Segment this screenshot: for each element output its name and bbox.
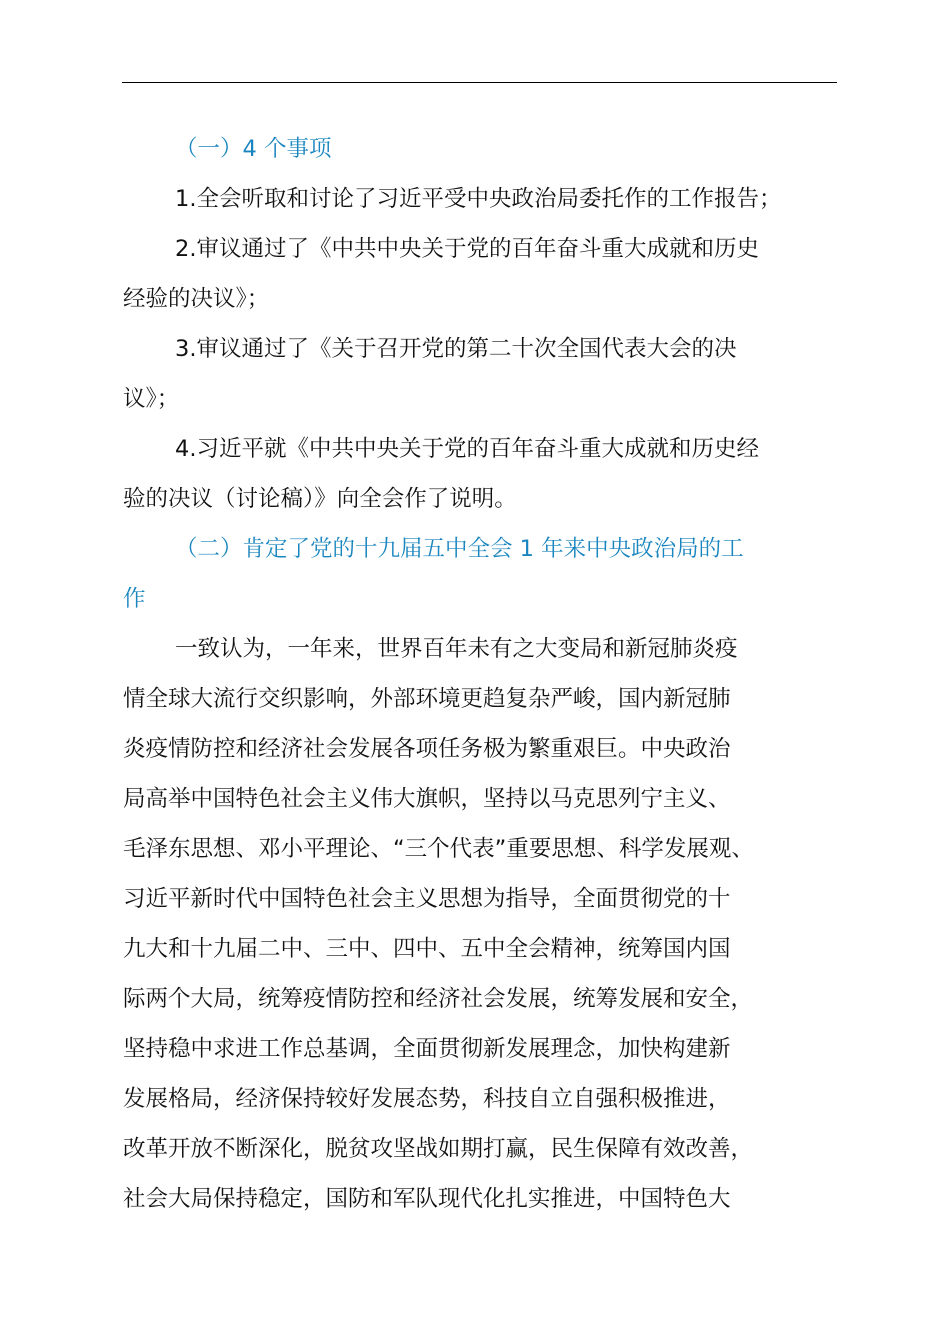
list-item-3-line-1: 3.审议通过了《关于召开党的第二十次全国代表大会的决 [175, 336, 737, 362]
list-item-4-line-1: 4.习近平就《中共中央关于党的百年奋斗重大成就和历史经 [175, 436, 759, 462]
paragraph-line: 际两个大局，统筹疫情防控和经济社会发展，统筹发展和安全， [123, 986, 754, 1012]
section-heading-2-line-1: （二）肯定了党的十九届五中全会 1 年来中央政治局的工 [175, 536, 744, 562]
section-heading-1: （一）4 个事项 [175, 136, 332, 162]
paragraph-line: 一致认为，一年来，世界百年未有之大变局和新冠肺炎疫 [175, 636, 738, 662]
header-rule [122, 82, 837, 83]
paragraph-line: 情全球大流行交织影响，外部环境更趋复杂严峻，国内新冠肺 [123, 686, 731, 712]
paragraph-line: 改革开放不断深化，脱贫攻坚战如期打赢，民生保障有效改善， [123, 1136, 754, 1162]
list-item-3-line-2: 议》； [123, 386, 180, 412]
paragraph-line: 习近平新时代中国特色社会主义思想为指导，全面贯彻党的十 [123, 886, 731, 912]
paragraph-line: 毛泽东思想、邓小平理论、“三个代表”重要思想、科学发展观、 [123, 836, 754, 862]
paragraph-line: 九大和十九届二中、三中、四中、五中全会精神，统筹国内国 [123, 936, 731, 962]
list-item-2-line-2: 经验的决议》； [123, 286, 270, 312]
section-heading-2-line-2: 作 [123, 586, 146, 612]
paragraph-line: 发展格局，经济保持较好发展态势，科技自立自强积极推进， [123, 1086, 731, 1112]
list-item-2-line-1: 2.审议通过了《中共中央关于党的百年奋斗重大成就和历史 [175, 236, 759, 262]
document-body [123, 124, 839, 1224]
paragraph-line: 社会大局保持稳定，国防和军队现代化扎实推进，中国特色大 [123, 1186, 731, 1212]
list-item-1: 1.全会听取和讨论了习近平受中央政治局委托作的工作报告； [175, 186, 782, 212]
paragraph-line: 坚持稳中求进工作总基调，全面贯彻新发展理念，加快构建新 [123, 1036, 731, 1062]
paragraph-line: 炎疫情防控和经济社会发展各项任务极为繁重艰巨。中央政治 [123, 736, 731, 762]
paragraph-line: 局高举中国特色社会主义伟大旗帜，坚持以马克思列宁主义、 [123, 786, 731, 812]
list-item-4-line-2: 验的决议（讨论稿）》向全会作了说明。 [123, 486, 517, 512]
